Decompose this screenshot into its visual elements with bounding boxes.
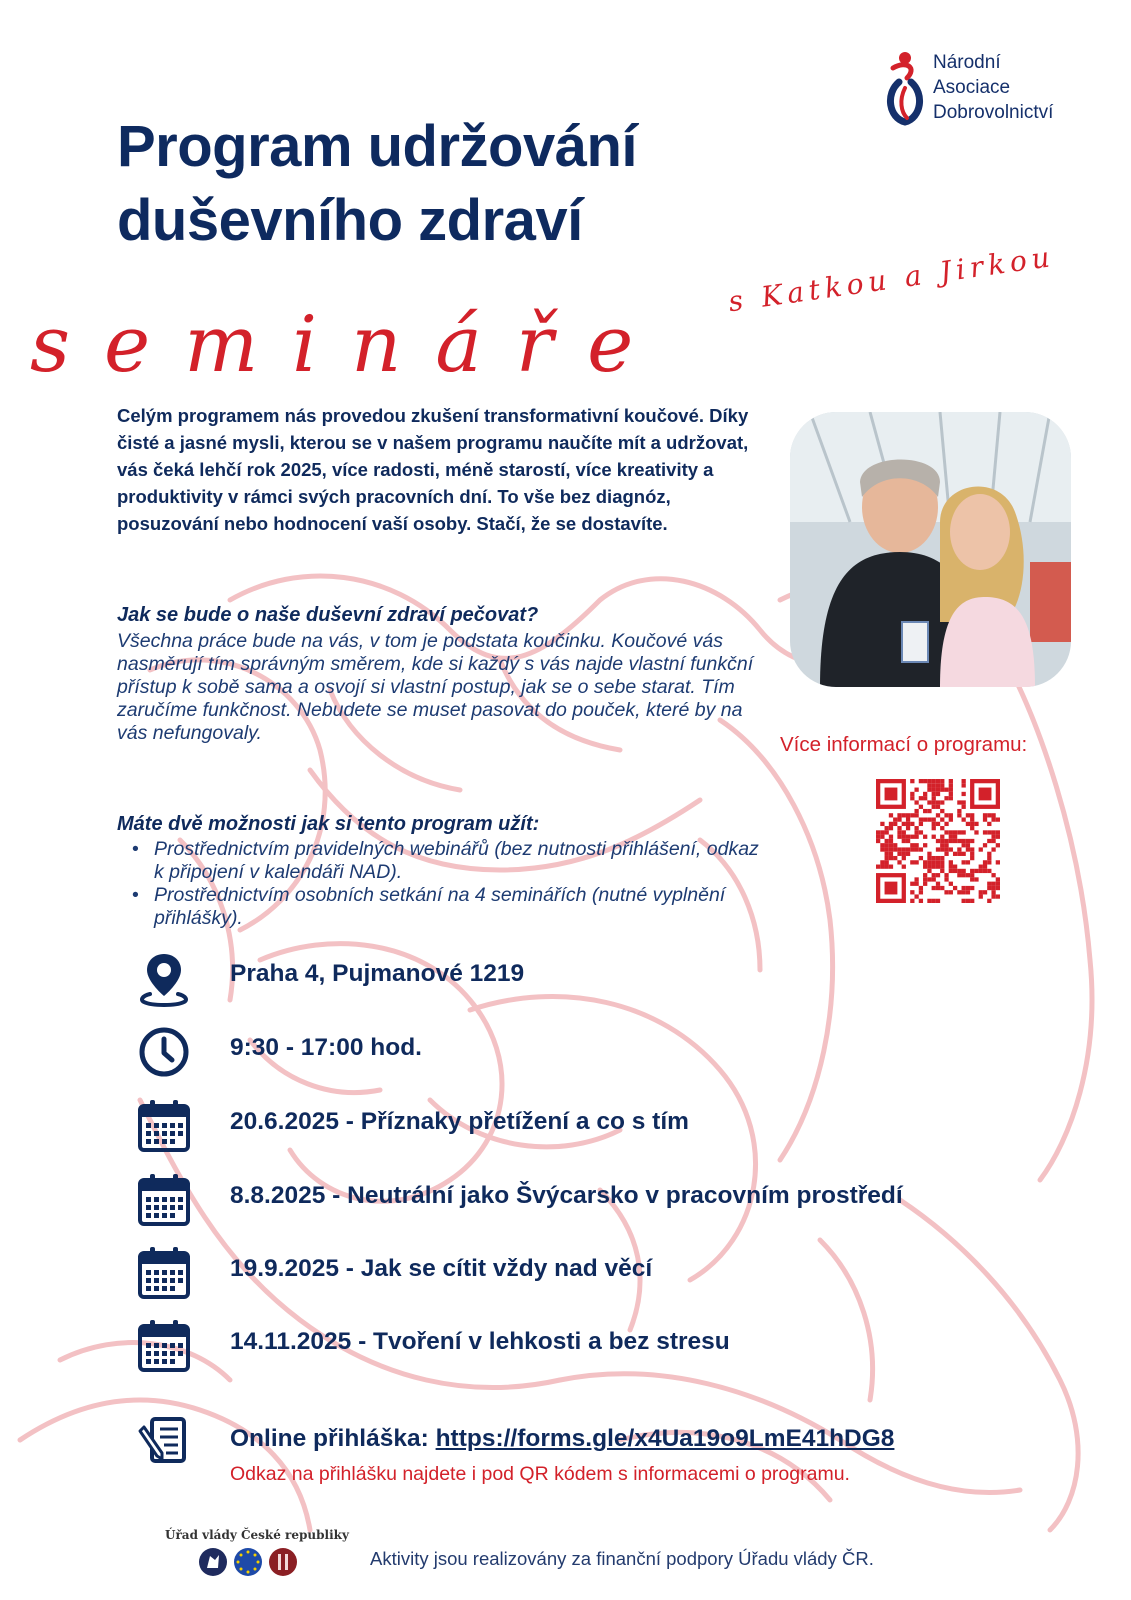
- event-date-text-3: 19.9.2025 - Jak se cítit vždy nad věcí: [230, 1255, 653, 1282]
- title-line-2: duševního zdraví: [117, 188, 583, 253]
- event-date-text-2: 8.8.2025 - Neutrální jako Švýcarsko v pracovním prostředí: [230, 1182, 903, 1209]
- government-seal-icon: [269, 1548, 297, 1576]
- nad-logo-icon: [883, 48, 927, 128]
- eu-stars-icon: [234, 1548, 262, 1576]
- title-line-1: Program udržování: [117, 114, 638, 179]
- czech-emblem-icon: [199, 1548, 227, 1576]
- question-body: Všechna práce bude na vás, v tom je podstata koučinku. Koučové vás nasměrují tím správným směrem, kde si každý s vás najde vlastní funkční přístup k sobě sama a osvojí si vlastní postup, jak se o sebe starat. Tím zaručíme funkčnost. Nebudete se muset pasovat do pouček, které by na vás nefungovaly.: [117, 630, 754, 744]
- calendar-icon: [134, 1316, 194, 1376]
- registration-link[interactable]: https://forms.gle/x4Ua19o9LmE41hDG8: [435, 1425, 895, 1452]
- calendar-icon: [134, 1170, 194, 1230]
- logo-line-2: Asociace: [933, 77, 1011, 98]
- event-date-row-3: [134, 1243, 1094, 1303]
- logo-line-3: Dobrovolnictví: [933, 102, 1054, 123]
- event-location-row: [134, 948, 1094, 1008]
- gov-office-title: Úřad vlády České republiky: [165, 1528, 349, 1542]
- options-heading: Máte dvě možnosti jak si tento program užít:: [117, 813, 540, 835]
- page-title: [117, 110, 877, 258]
- logo-line-1: Národní: [933, 52, 1001, 73]
- event-date-row-2: [134, 1170, 1094, 1230]
- qr-code[interactable]: [876, 779, 1000, 903]
- question-heading: Jak se bude o naše duševní zdraví pečovat?: [117, 604, 539, 626]
- event-date-row-1: [134, 1096, 1094, 1156]
- location-pin-icon: [134, 948, 194, 1008]
- more-info-label: Více informací o programu:: [780, 733, 1028, 756]
- event-date-row-4: [134, 1316, 1094, 1376]
- online-note: Odkaz na přihlášku najdete i pod QR kódem s informacemi o programu.: [230, 1463, 850, 1485]
- script-subheading: s Katkou a Jirkou: [726, 239, 1057, 319]
- footer-text: Aktivity jsou realizovány za finanční podpory Úřadu vlády ČR.: [370, 1548, 874, 1569]
- calendar-icon: [134, 1243, 194, 1303]
- script-heading: semináře: [30, 300, 668, 390]
- event-time-text: 9:30 - 17:00 hod.: [230, 1034, 422, 1061]
- intro-paragraph: Celým programem nás provedou zkušení transformativní koučové. Díky čisté a jasné mysli, kterou se v našem programu naučíte mít a udržovat, vás čeká lehčí rok 2025, více radosti, méně starostí, více kreativity a produktivity v rámci svých pracovních dní. To vše bez diagnóz, posuzování nebo hodnocení vaší osoby. Stačí, že se dostavíte.: [117, 405, 749, 534]
- calendar-icon: [134, 1096, 194, 1156]
- options-list: [130, 838, 770, 930]
- coaches-photo: [790, 412, 1071, 687]
- online-registration: [230, 1425, 894, 1453]
- option-item-seminars: • Prostřednictvím osobních setkání na 4 seminářích (nutné vyplnění přihlášky).: [130, 884, 770, 930]
- event-date-text-4: 14.11.2025 - Tvoření v lehkosti a bez stresu: [230, 1328, 730, 1355]
- gov-logos: [198, 1547, 308, 1577]
- event-date-text-1: 20.6.2025 - Příznaky přetížení a co s tím: [230, 1108, 689, 1135]
- option-item-webinars: • Prostřednictvím pravidelných webinářů (bez nutnosti přihlášení, odkaz k připojení v kalendáři NAD).: [130, 838, 770, 884]
- clock-icon: [134, 1022, 194, 1082]
- event-location-text: Praha 4, Pujmanové 1219: [230, 960, 525, 987]
- nad-logo: [883, 48, 1073, 128]
- online-label: Online přihláška:: [230, 1425, 429, 1452]
- event-time-row: [134, 1022, 1094, 1082]
- form-pen-icon: [138, 1413, 192, 1467]
